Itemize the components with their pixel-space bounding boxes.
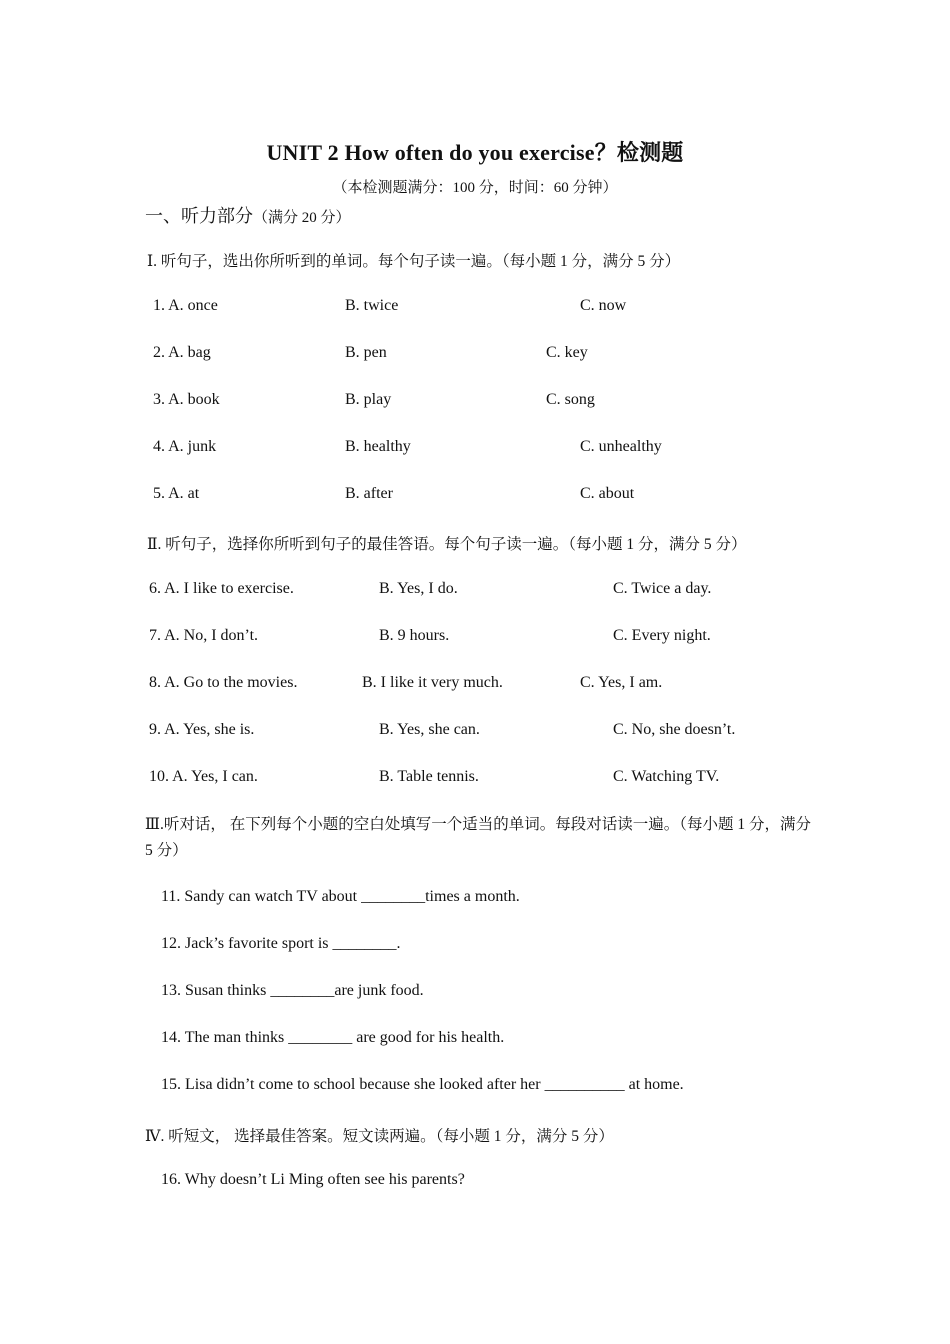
option-c: C. No, she doesn’t.: [613, 721, 736, 738]
part3-heading: Ⅲ.听对话， 在下列每个小题的空白处填写一个适当的单词。每段对话读一遍。（每小题 1 分，满分 5 分）: [145, 816, 811, 859]
option-b: B. pen: [345, 344, 387, 361]
option-c: C. about: [580, 485, 635, 502]
option-c: C. unhealthy: [580, 438, 662, 455]
section-listening-heading: [145, 202, 351, 228]
option-a: 10. A. Yes, I can.: [149, 768, 258, 785]
page-title: UNIT 2 How often do you exercise？检测题: [266, 140, 684, 165]
fill-in-question: 14. The man thinks ________ are good for his health.: [161, 1029, 505, 1046]
comprehension-question: 16. Why doesn’t Li Ming often see his parents?: [161, 1171, 465, 1188]
fill-in-question: 12. Jack’s favorite sport is ________.: [161, 935, 401, 952]
part1-heading: Ⅰ. 听句子，选出你所听到的单词。每个句子读一遍。（每小题 1 分，满分 5 分）: [147, 253, 681, 270]
option-a: 5. A. at: [153, 485, 200, 502]
option-c: C. Every night.: [613, 627, 711, 644]
option-b: B. I like it very much.: [362, 674, 503, 691]
option-b: B. Yes, I do.: [379, 580, 458, 597]
option-a: 7. A. No, I don’t.: [149, 627, 259, 644]
option-b: B. Yes, she can.: [379, 721, 480, 738]
option-a: 9. A. Yes, she is.: [149, 721, 255, 738]
option-b: B. twice: [345, 297, 399, 314]
option-a: 1. A. once: [153, 297, 218, 314]
option-a: 6. A. I like to exercise.: [149, 580, 294, 597]
option-b: B. 9 hours.: [379, 627, 450, 644]
option-a: 8. A. Go to the movies.: [149, 674, 298, 691]
page-subtitle: （本检测题满分：100 分，时间：60 分钟）: [332, 180, 618, 196]
option-a: 3. A. book: [153, 391, 220, 408]
option-c: C. song: [546, 391, 595, 408]
option-b: B. Table tennis.: [379, 768, 479, 785]
fill-in-question: 11. Sandy can watch TV about ________times a month.: [161, 888, 520, 905]
option-c: C. Yes, I am.: [580, 674, 663, 691]
option-b: B. play: [345, 391, 392, 408]
option-b: B. healthy: [345, 438, 411, 455]
option-b: B. after: [345, 485, 393, 502]
option-c: C. Watching TV.: [613, 768, 720, 785]
option-c: C. now: [580, 297, 627, 314]
option-c: C. Twice a day.: [613, 580, 712, 597]
part4-heading: Ⅳ. 听短文， 选择最佳答案。短文读两遍。（每小题 1 分，满分 5 分）: [145, 1128, 614, 1145]
fill-in-question: 15. Lisa didn’t come to school because she looked after her __________ at home.: [161, 1076, 684, 1093]
section-note: （满分 20 分）: [253, 210, 351, 226]
fill-in-question: 13. Susan thinks ________are junk food.: [161, 982, 424, 999]
option-c: C. key: [546, 344, 588, 361]
section-label: 一、听力部分: [145, 206, 253, 227]
part2-heading: Ⅱ. 听句子，选择你所听到句子的最佳答语。每个句子读一遍。（每小题 1 分，满分 5 分）: [147, 536, 747, 553]
option-a: 4. A. junk: [153, 438, 217, 455]
option-a: 2. A. bag: [153, 344, 211, 361]
